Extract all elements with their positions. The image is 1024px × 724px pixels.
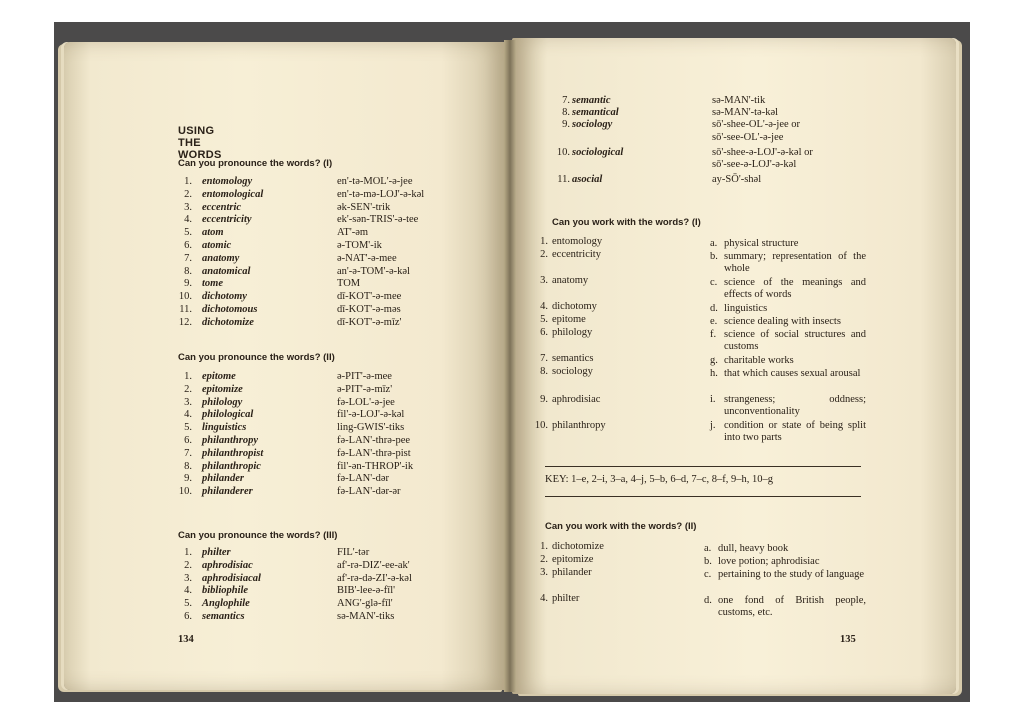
definition-item bbox=[710, 329, 866, 353]
matching-word: dichotomize bbox=[552, 541, 604, 552]
item-number: 9. bbox=[184, 278, 192, 290]
definition-item bbox=[710, 355, 866, 367]
item-number: 11. bbox=[557, 174, 570, 186]
matching-word: sociology bbox=[552, 366, 593, 377]
vocabulary-word: philander bbox=[202, 473, 245, 485]
definition-text: science of social structures and customs bbox=[724, 329, 866, 352]
section-heading: Can you work with the words? (I) bbox=[552, 217, 701, 228]
matching-word: dichotomy bbox=[552, 301, 597, 312]
definition-letter: d. bbox=[710, 303, 718, 314]
vocabulary-word: entomology bbox=[202, 176, 253, 187]
matching-word: eccentricity bbox=[552, 249, 601, 260]
pronunciation: sō'-shee-OL'-ə-jee or bbox=[712, 119, 801, 131]
definition-letter: e. bbox=[710, 316, 718, 327]
vocabulary-word: eccentric bbox=[202, 201, 242, 213]
vocabulary-word: atom bbox=[202, 227, 224, 239]
vocabulary-word: sociological bbox=[572, 146, 624, 158]
item-number: 2. bbox=[184, 383, 192, 395]
item-number: 5. bbox=[184, 598, 192, 610]
pronunciation: fil'-ə-LOJ'-ə-kəl bbox=[337, 409, 405, 421]
pronunciation-row bbox=[0, 131, 784, 144]
pronunciation-row bbox=[0, 107, 779, 119]
definition-letter: f. bbox=[710, 329, 717, 340]
pronunciation: ek'-sən-TRIS'-ə-tee bbox=[337, 214, 419, 226]
pronunciation: sō'-see-ə-LOJ'-ə-kəl bbox=[712, 159, 797, 170]
matching-word-row bbox=[0, 327, 593, 339]
item-number: 1. bbox=[184, 371, 192, 382]
book-gutter bbox=[504, 40, 516, 692]
item-number: 1. bbox=[184, 547, 192, 558]
item-number: 4. bbox=[184, 409, 192, 421]
matching-word: anatomy bbox=[552, 275, 589, 286]
pronunciation-row bbox=[0, 447, 411, 460]
item-number: 10. bbox=[178, 486, 192, 498]
definition-item bbox=[710, 303, 866, 315]
pronunciation: ə-TOM'-ik bbox=[337, 240, 382, 251]
pronunciation: ay-SŌ'-shəl bbox=[712, 174, 762, 186]
item-number: 10. bbox=[556, 146, 570, 158]
definition-text: love potion; aphrodisiac bbox=[718, 556, 820, 567]
vocabulary-word: atomic bbox=[202, 240, 232, 251]
pronunciation: en'-tə-MOL'-ə-jee bbox=[337, 176, 413, 187]
definition-letter: a. bbox=[704, 543, 712, 554]
pronunciation: TOM bbox=[337, 278, 361, 290]
definition-item bbox=[710, 420, 866, 444]
definition-text: dull, heavy book bbox=[718, 543, 789, 554]
item-number: 3. bbox=[540, 567, 548, 578]
pronunciation-row bbox=[0, 201, 391, 214]
definition-text: science of the meanings and effects of words bbox=[724, 277, 866, 300]
vocabulary-word: dichotomy bbox=[202, 291, 247, 303]
definition-item bbox=[704, 569, 866, 581]
vocabulary-word: philanderer bbox=[202, 486, 253, 498]
pronunciation: sə-MAN'-tə-kəl bbox=[712, 107, 779, 119]
pronunciation-row bbox=[0, 460, 414, 473]
item-number: 9. bbox=[184, 473, 192, 485]
vocabulary-word: bibliophile bbox=[202, 585, 249, 597]
item-number: 3. bbox=[540, 275, 548, 286]
item-number: 11. bbox=[179, 304, 192, 315]
pronunciation: sə-MAN'-tik bbox=[712, 95, 766, 106]
item-number: 1. bbox=[540, 236, 548, 247]
matching-word: epitomize bbox=[552, 554, 594, 565]
definition-item bbox=[704, 543, 866, 555]
item-number: 10. bbox=[178, 291, 192, 303]
pronunciation-row bbox=[0, 473, 390, 485]
matching-word: philter bbox=[552, 593, 580, 604]
item-number: 7. bbox=[540, 353, 548, 364]
pronunciation: fə-LAN'-thrə-pee bbox=[337, 435, 411, 446]
vocabulary-word: semantic bbox=[572, 95, 611, 106]
pronunciation: ə-NAT'-ə-mee bbox=[337, 252, 397, 264]
vocabulary-word: semantics bbox=[202, 611, 245, 622]
vocabulary-word: entomological bbox=[202, 188, 264, 200]
definition-text: charitable works bbox=[724, 355, 794, 366]
pronunciation-row bbox=[0, 188, 425, 201]
item-number: 2. bbox=[184, 559, 192, 571]
definition-letter: g. bbox=[710, 355, 718, 366]
definition-text: condition or state of being split into two parts bbox=[724, 420, 866, 443]
item-number: 3. bbox=[184, 201, 192, 213]
section-heading: Can you pronounce the words? (II) bbox=[178, 352, 335, 363]
pronunciation: sə-MAN'-tiks bbox=[337, 611, 395, 622]
definition-text: strangeness; oddness; unconventionality bbox=[724, 394, 866, 417]
vocabulary-word: asocial bbox=[572, 174, 603, 186]
definition-text: that which causes sexual arousal bbox=[724, 368, 861, 379]
pronunciation: ə-PIT'-ə-mee bbox=[337, 371, 392, 382]
vocabulary-word: anatomical bbox=[202, 265, 251, 277]
definition-letter: a. bbox=[710, 238, 718, 249]
definition-text: pertaining to the study of language bbox=[718, 569, 865, 580]
item-number: 6. bbox=[540, 327, 548, 338]
definition-text: summary; representation of the whole bbox=[724, 251, 866, 274]
pronunciation: fə-LOL'-ə-jee bbox=[337, 396, 395, 408]
item-number: 2. bbox=[184, 188, 192, 200]
pronunciation: dī-KOT'-ə-məs bbox=[337, 304, 401, 315]
item-number: 8. bbox=[184, 460, 192, 472]
pronunciation-row bbox=[0, 611, 395, 623]
item-number: 6. bbox=[184, 240, 192, 251]
definition-text: science dealing with insects bbox=[724, 316, 841, 327]
definition-item bbox=[710, 316, 866, 328]
item-number: 9. bbox=[540, 394, 548, 405]
pronunciation: af'-rə-də-ZI'-ə-kəl bbox=[337, 572, 412, 584]
pronunciation-row bbox=[0, 95, 766, 107]
item-number: 9. bbox=[562, 119, 570, 131]
pronunciation-row bbox=[0, 146, 813, 159]
vocabulary-word: sociology bbox=[572, 119, 613, 131]
item-number: 3. bbox=[184, 572, 192, 584]
item-number: 8. bbox=[540, 366, 548, 377]
page-title: USING THE WORDS bbox=[178, 125, 222, 161]
definition-letter: b. bbox=[704, 556, 712, 567]
pronunciation-row bbox=[0, 435, 411, 447]
item-number: 8. bbox=[562, 107, 570, 119]
vocabulary-word: aphrodisiacal bbox=[202, 572, 261, 584]
item-number: 4. bbox=[540, 593, 548, 604]
matching-word: philanthropy bbox=[552, 420, 606, 431]
item-number: 6. bbox=[184, 611, 192, 622]
item-number: 5. bbox=[184, 227, 192, 239]
page-number: 135 bbox=[840, 634, 856, 645]
item-number: 3. bbox=[184, 396, 192, 408]
pronunciation: af'-rə-DIZ'-ee-ak' bbox=[337, 559, 410, 571]
item-number: 7. bbox=[562, 95, 570, 106]
pronunciation: dī-KOT'-ə-mīz' bbox=[337, 316, 402, 328]
item-number: 7. bbox=[184, 447, 192, 459]
pronunciation: AT'-əm bbox=[337, 227, 369, 239]
pronunciation-row bbox=[0, 486, 401, 498]
pronunciation: ə-PIT'-ə-mīz' bbox=[337, 383, 393, 395]
vocabulary-word: dichotomous bbox=[202, 304, 258, 315]
vocabulary-word: philological bbox=[202, 409, 254, 421]
item-number: 2. bbox=[540, 554, 548, 565]
pronunciation: dī-KOT'-ə-mee bbox=[337, 291, 402, 303]
definition-text: physical structure bbox=[724, 238, 799, 249]
pronunciation: en'-tə-mə-LOJ'-ə-kəl bbox=[337, 188, 425, 200]
answer-key: KEY: 1–e, 2–i, 3–a, 4–j, 5–b, 6–d, 7–c, 8–f, 9–h, 10–g bbox=[545, 474, 773, 485]
vocabulary-word: philanthropic bbox=[202, 460, 261, 472]
item-number: 5. bbox=[540, 314, 548, 325]
vocabulary-word: Anglophile bbox=[202, 598, 250, 610]
section-heading: Can you work with the words? (II) bbox=[545, 521, 697, 532]
vocabulary-word: philanthropist bbox=[202, 447, 264, 459]
vocabulary-word: philology bbox=[202, 396, 243, 408]
definition-letter: h. bbox=[710, 368, 718, 379]
pronunciation: fə-LAN'-dər bbox=[337, 473, 390, 485]
pronunciation: fil'-ən-THROP'-ik bbox=[337, 460, 414, 472]
pronunciation: an'-ə-TOM'-ə-kəl bbox=[337, 265, 410, 277]
vocabulary-word: dichotomize bbox=[202, 316, 254, 328]
definition-item bbox=[704, 556, 866, 568]
definition-item bbox=[710, 238, 866, 250]
definition-text: one fond of British people, customs, etc. bbox=[718, 595, 866, 618]
vocabulary-word: aphrodisiac bbox=[202, 559, 253, 571]
item-number: 6. bbox=[184, 435, 192, 446]
definition-text: linguistics bbox=[724, 303, 768, 314]
vocabulary-word: semantical bbox=[572, 107, 619, 119]
item-number: 2. bbox=[540, 249, 548, 260]
definition-letter: c. bbox=[710, 277, 718, 288]
pronunciation: sō'-see-OL'-ə-jee bbox=[712, 131, 784, 143]
definition-item bbox=[710, 277, 866, 301]
definition-letter: c. bbox=[704, 569, 712, 580]
pronunciation-row bbox=[0, 214, 419, 226]
definition-letter: d. bbox=[704, 595, 712, 606]
vocabulary-word: tome bbox=[202, 278, 223, 290]
pronunciation-row bbox=[0, 119, 801, 131]
item-number: 4. bbox=[184, 214, 192, 226]
section-heading: Can you pronounce the words? (III) bbox=[178, 530, 338, 541]
definition-letter: b. bbox=[710, 251, 718, 262]
vocabulary-word: epitome bbox=[202, 371, 236, 382]
vocabulary-word: anatomy bbox=[202, 252, 240, 264]
vocabulary-word: philanthropy bbox=[202, 435, 259, 446]
pronunciation: ək-SEN'-trik bbox=[337, 201, 391, 213]
pronunciation: fə-LAN'-thrə-pist bbox=[337, 447, 411, 459]
left-page bbox=[64, 42, 508, 690]
definition-item bbox=[710, 251, 866, 275]
item-number: 10. bbox=[534, 420, 548, 431]
section-heading: Can you pronounce the words? (I) bbox=[178, 158, 333, 169]
matching-word: aphrodisiac bbox=[552, 394, 601, 405]
vocabulary-word: philter bbox=[202, 547, 231, 558]
page-number: 134 bbox=[178, 634, 194, 645]
vocabulary-word: linguistics bbox=[202, 422, 247, 434]
item-number: 1. bbox=[184, 176, 192, 187]
definition-letter: i. bbox=[710, 394, 716, 405]
definition-item bbox=[710, 368, 866, 380]
divider bbox=[545, 466, 861, 467]
item-number: 4. bbox=[184, 585, 192, 597]
item-number: 4. bbox=[540, 301, 548, 312]
item-number: 8. bbox=[184, 265, 192, 277]
pronunciation: ANG'-glə-fīl' bbox=[337, 598, 393, 610]
pronunciation: ling-GWIS'-tiks bbox=[337, 422, 405, 434]
matching-word: philander bbox=[552, 567, 592, 578]
pronunciation: BIB'-lee-ə-fīl' bbox=[337, 585, 396, 597]
pronunciation: FIL'-tər bbox=[337, 547, 370, 558]
matching-word: philology bbox=[552, 327, 593, 338]
definition-item bbox=[710, 394, 866, 418]
item-number: 7. bbox=[184, 252, 192, 264]
vocabulary-word: eccentricity bbox=[202, 214, 252, 226]
pronunciation: sō'-shee-ə-LOJ'-ə-kəl or bbox=[712, 146, 813, 158]
item-number: 12. bbox=[178, 316, 192, 328]
matching-word: entomology bbox=[552, 236, 603, 247]
definition-letter: j. bbox=[710, 420, 716, 431]
definition-item bbox=[704, 595, 866, 619]
item-number: 5. bbox=[184, 422, 192, 434]
matching-word: semantics bbox=[552, 353, 594, 364]
item-number: 1. bbox=[540, 541, 548, 552]
divider bbox=[545, 496, 861, 497]
pronunciation: fə-LAN'-dər-ər bbox=[337, 486, 401, 498]
matching-word: epitome bbox=[552, 314, 586, 325]
vocabulary-word: epitomize bbox=[202, 383, 243, 395]
